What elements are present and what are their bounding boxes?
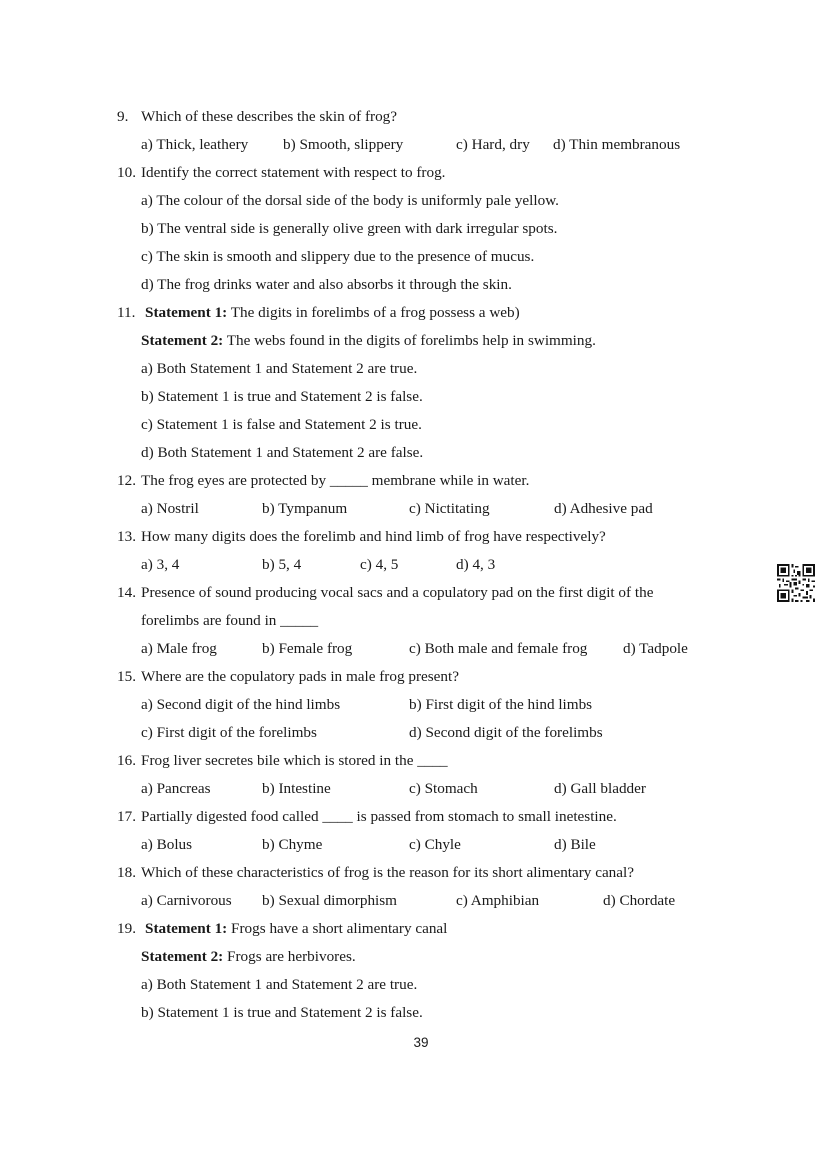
option-a: a) Both Statement 1 and Statement 2 are true.: [141, 360, 418, 377]
question-text: Which of these characteristics of frog is the reason for its short alimentary canal?: [141, 864, 634, 881]
statement-1-text: Frogs have a short alimentary canal: [227, 920, 448, 937]
question-number: 18.: [117, 864, 136, 881]
option-b: b) Sexual dimorphism: [262, 892, 397, 909]
question-19-statement-2: [141, 947, 356, 967]
option-d: d) Thin membranous: [553, 136, 681, 153]
option-c: c) First digit of the forelimbs: [141, 724, 317, 741]
option-d: d) Second digit of the forelimbs: [409, 724, 603, 741]
question-number: 11.: [117, 304, 136, 321]
question-number: 17.: [117, 808, 136, 825]
statement-2-text: The webs found in the digits of forelimbs help in swimming.: [223, 332, 596, 349]
option-c: c) Chyle: [409, 836, 461, 853]
option-d: d) Both Statement 1 and Statement 2 are false.: [141, 444, 424, 461]
option-d: d) Gall bladder: [554, 780, 646, 797]
option-b: b) Statement 1 is true and Statement 2 is false.: [141, 388, 423, 405]
option-d: d) Adhesive pad: [554, 500, 653, 517]
question-number: 12.: [117, 472, 136, 489]
option-c: c) Both male and female frog: [409, 640, 588, 657]
option-c: c) Nictitating: [409, 500, 490, 517]
statement-1-text: The digits in forelimbs of a frog possess a web): [227, 304, 520, 321]
question-text: Presence of sound producing vocal sacs and a copulatory pad on the first digit of the: [141, 584, 654, 601]
option-a: a) Carnivorous: [141, 892, 232, 909]
question-number: 14.: [117, 584, 136, 601]
option-c: c) 4, 5: [360, 556, 399, 573]
option-b: b) Tympanum: [262, 500, 348, 517]
option-d: d) Chordate: [603, 892, 676, 909]
option-a: a) Pancreas: [141, 780, 211, 797]
option-a: a) Bolus: [141, 836, 193, 853]
question-number: 16.: [117, 752, 136, 769]
option-b: b) 5, 4: [262, 556, 302, 573]
option-a: a) 3, 4: [141, 556, 180, 573]
option-a: a) The colour of the dorsal side of the body is uniformly pale yellow.: [141, 192, 559, 209]
option-a: a) Nostril: [141, 500, 199, 517]
option-a: a) Thick, leathery: [141, 136, 249, 153]
option-b: b) Intestine: [262, 780, 331, 797]
question-text: Frog liver secretes bile which is stored in the ____: [141, 752, 448, 769]
question-text: The frog eyes are protected by _____ membrane while in water.: [141, 472, 530, 489]
option-a: a) Second digit of the hind limbs: [141, 696, 341, 713]
option-c: c) Statement 1 is false and Statement 2 is true.: [141, 416, 422, 433]
question-11-statement-2: [141, 331, 596, 351]
question-text: Partially digested food called ____ is passed from stomach to small inetestine.: [141, 808, 617, 825]
statement-1-label: Statement 1:: [145, 920, 228, 937]
option-c: c) The skin is smooth and slippery due to the presence of mucus.: [141, 248, 535, 265]
question-text: How many digits does the forelimb and hind limb of frog have respectively?: [141, 528, 606, 545]
option-c: c) Hard, dry: [456, 136, 530, 153]
question-number: 19.: [117, 920, 136, 937]
option-a: a) Both Statement 1 and Statement 2 are true.: [141, 976, 418, 993]
option-d: d) The frog drinks water and also absorbs it through the skin.: [141, 276, 512, 293]
qr-code-icon[interactable]: [777, 564, 815, 602]
option-b: b) Female frog: [262, 640, 353, 657]
question-number: 15.: [117, 668, 136, 685]
option-b: b) Statement 1 is true and Statement 2 is false.: [141, 1004, 423, 1021]
option-b: b) First digit of the hind limbs: [409, 696, 593, 713]
option-d: d) Tadpole: [623, 640, 688, 657]
question-text: Identify the correct statement with respect to frog.: [141, 164, 446, 181]
question-number: 13.: [117, 528, 136, 545]
option-b: b) The ventral side is generally olive green with dark irregular spots.: [141, 220, 558, 237]
statement-2-label: Statement 2:: [141, 948, 224, 965]
question-number: 10.: [117, 164, 136, 181]
option-d: d) Bile: [554, 836, 596, 853]
option-a: a) Male frog: [141, 640, 217, 657]
question-text: Where are the copulatory pads in male frog present?: [141, 668, 459, 685]
statement-2-label: Statement 2:: [141, 332, 224, 349]
option-c: c) Amphibian: [456, 892, 540, 909]
statement-1-label: Statement 1:: [145, 304, 228, 321]
option-b: b) Smooth, slippery: [283, 136, 404, 153]
page-number: 39: [413, 1035, 429, 1050]
question-text-continued: forelimbs are found in _____: [141, 612, 319, 629]
question-text: Which of these describes the skin of frog?: [141, 108, 397, 125]
statement-2-text: Frogs are herbivores.: [223, 948, 356, 965]
option-d: d) 4, 3: [456, 556, 496, 573]
option-c: c) Stomach: [409, 780, 478, 797]
option-b: b) Chyme: [262, 836, 323, 853]
question-number: 9.: [117, 108, 129, 125]
